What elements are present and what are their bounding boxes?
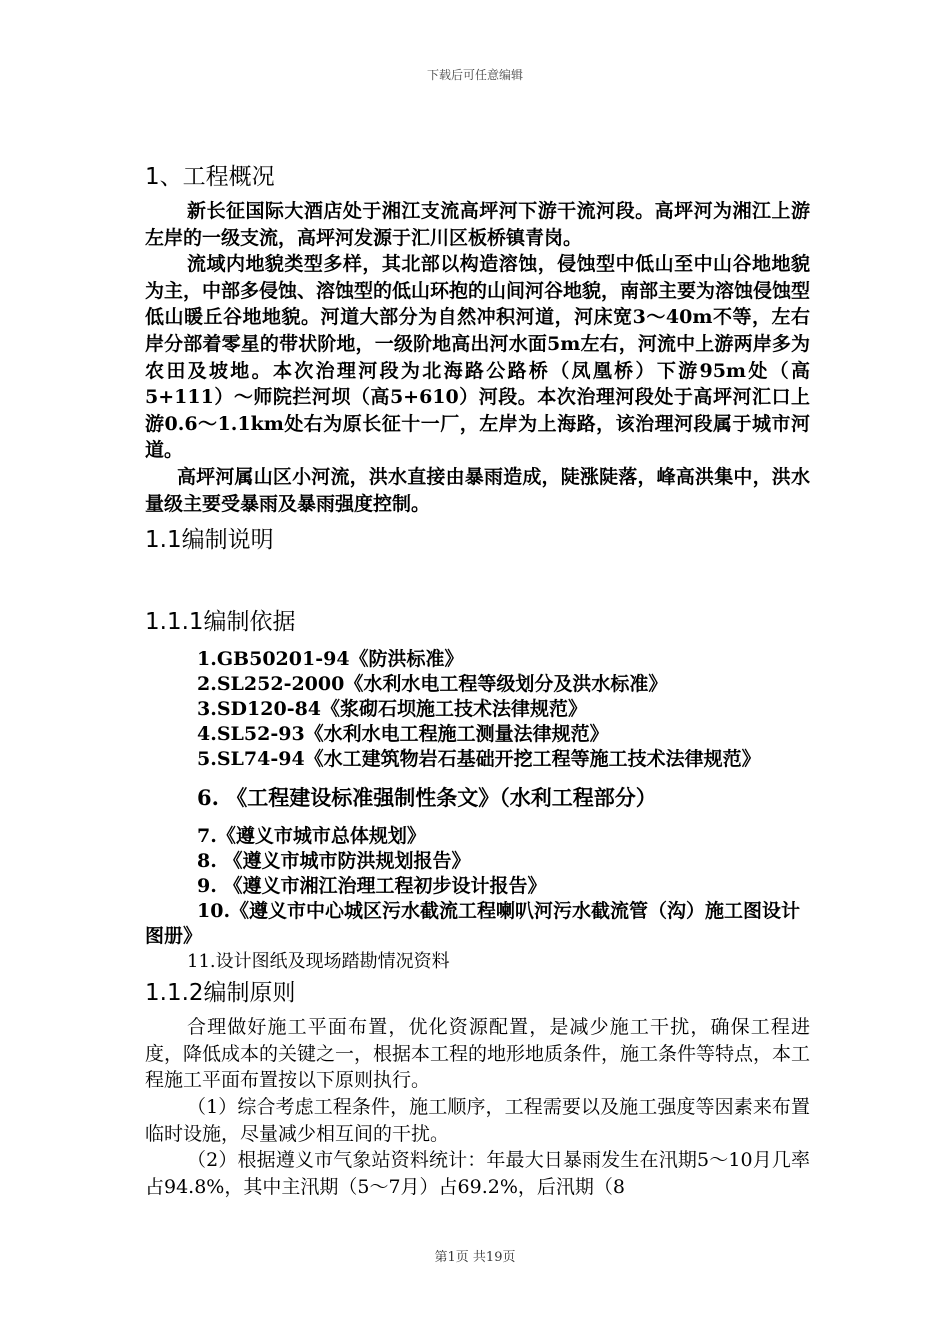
- reference-item: 11.设计图纸及现场踏勘情况资料: [187, 951, 450, 973]
- page-header-note: 下载后可任意编辑: [426, 68, 523, 82]
- reference-item: 3.SD120-84《浆砌石坝施工技术法律规范》: [197, 698, 588, 721]
- section-title-1-1-2: 1.1.2编制原则: [145, 980, 296, 1007]
- section-title-1-1-1: 1.1.1编制依据: [145, 609, 296, 636]
- reference-item: 4.SL52-93《水利水电工程施工测量法律规范》: [197, 723, 609, 746]
- paragraph-principle-1: 合理做好施工平面布置，优化资源配置，是减少施工干扰，确保工程进度，降低成本的关键之一，根据本工程的地形地质条件，施工条件等特点，本工程施工平面布置按以下原则执行。: [145, 1016, 811, 1092]
- paragraph-principle-2: （1）综合考虑工程条件，施工顺序，工程需要以及施工强度等因素来布置临时设施，尽量减少相互间的干扰。: [145, 1095, 810, 1145]
- reference-item: 8. 《遵义市城市防洪规划报告》: [197, 850, 471, 873]
- document-body: [145, 160, 810, 1200]
- reference-item: 1.GB50201-94《防洪标准》: [197, 648, 464, 671]
- section-title-1-1: 1.1编制说明: [145, 527, 274, 554]
- page-number: 第1页 共19页: [434, 1250, 516, 1265]
- reference-item: 2.SL252-2000《水利水电工程等级划分及洪水标准》: [197, 673, 668, 696]
- reference-item: 9. 《遵义市湘江治理工程初步设计报告》: [197, 875, 547, 898]
- paragraph-principle-3: （2）根据遵义市气象站资料统计：年最大日暴雨发生在汛期5～10月几率占94.8%，其中主汛期（5～7月）占69.2%，后汛期（8: [145, 1149, 810, 1198]
- reference-item: 5.SL74-94《水工建筑物岩石基础开挖工程等施工技术法律规范》: [197, 748, 761, 771]
- paragraph-overview-3: 高坪河属山区小河流，洪水直接由暴雨造成，陡涨陡落，峰高洪集中，洪水量级主要受暴雨及暴雨强度控制。: [145, 465, 810, 515]
- reference-item: 7.《遵义市城市总体规划》: [197, 825, 426, 848]
- paragraph-overview-1: 新长征国际大酒店处于湘江支流高坪河下游干流河段。高坪河为湘江上游左岸的一级支流，高坪河发源于汇川区板桥镇青岗。: [145, 200, 810, 249]
- reference-item: 10.《遵义市中心城区污水截流工程喇叭河污水截流管（沟）施工图设计图册》: [145, 900, 801, 948]
- paragraph-overview-2: 流域内地貌类型多样，其北部以构造溶蚀，侵蚀型中低山至中山谷地地貌为主，中部多侵蚀、溶蚀型的低山环抱的山间河谷地貌，南部主要为溶蚀侵蚀型低山暖丘谷地地貌。河道大部分为自然冲积河道，河床宽3～40m不等，左右岸分部着零星的带状阶地，一级阶地高出河水面5m左右，河流中上游两岸多为农田及坡地。本次治理河段为北海路公路桥（凤凰桥）下游95m处（高5+111）～师院拦河坝（高5+610）河段。本次治理河段处于高坪河汇口上游0.6～1.1km处右为原长征十一厂，左岸为上海路，该治理河段属于城市河道。: [145, 253, 811, 462]
- section-title-1: 1、工程概况: [145, 164, 275, 190]
- reference-item: 6. 《工程建设标准强制性条文》（水利工程部分）: [197, 785, 657, 811]
